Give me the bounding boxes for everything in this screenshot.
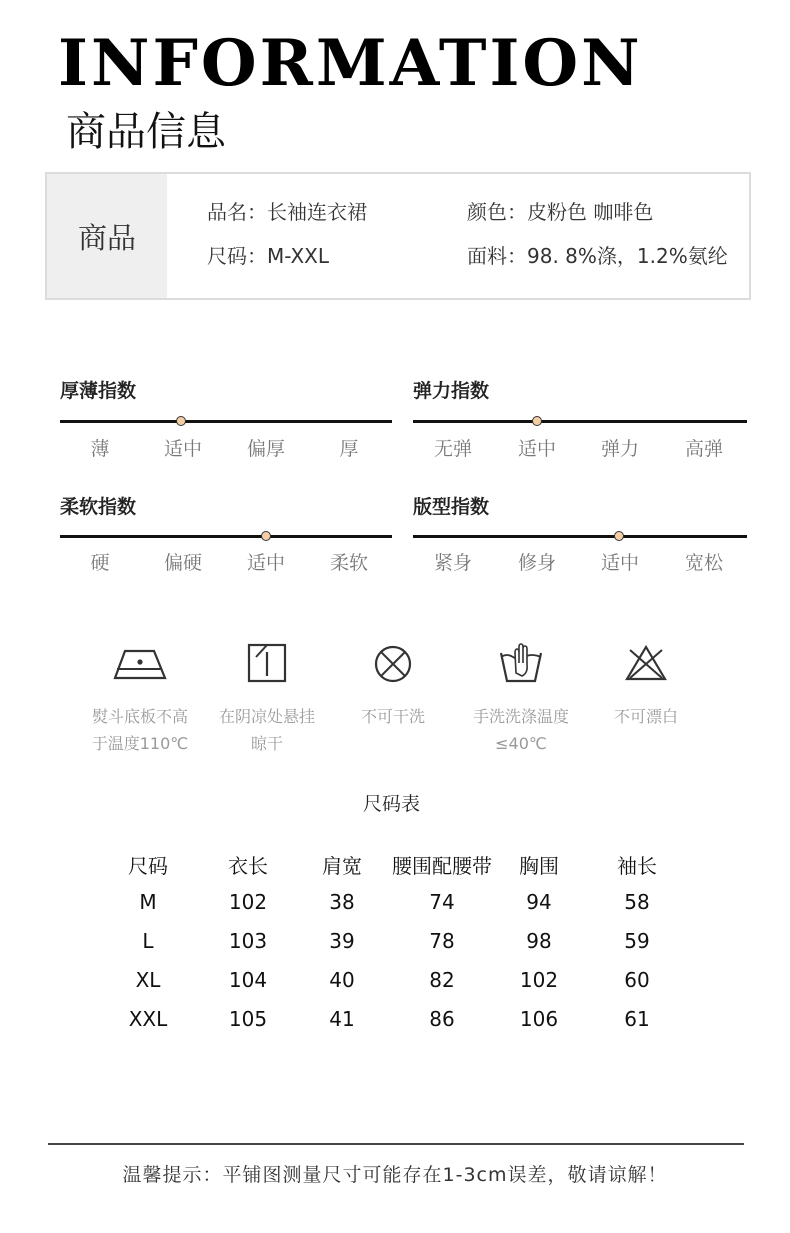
care-label-no-dry-clean: 不可干洗 xyxy=(360,707,425,726)
product-color: 颜色：皮粉色 咖啡色 xyxy=(467,200,654,224)
softness-option: 偏硬 xyxy=(163,552,202,574)
table-cell: 60 xyxy=(624,968,650,992)
care-label-no-bleach: 不可漂白 xyxy=(613,707,678,726)
table-header-cell: 袖长 xyxy=(617,854,657,878)
care-label-hand-wash: 手洗洗涤温度 ≤40℃ xyxy=(472,707,569,753)
table-cell: 61 xyxy=(624,1007,650,1031)
softness-option: 适中 xyxy=(246,552,285,574)
table-cell: 40 xyxy=(329,968,355,992)
thickness-option: 薄 xyxy=(90,438,110,460)
hand-wash-icon xyxy=(498,643,544,685)
table-header-cell: 衣长 xyxy=(228,854,268,878)
table-cell: 41 xyxy=(329,1007,355,1031)
softness-index-marker xyxy=(261,531,271,541)
shade-hang-dry-icon xyxy=(247,643,287,683)
table-cell: 105 xyxy=(228,1007,268,1031)
care-label-iron: 熨斗底板不高 于温度110℃ xyxy=(91,707,189,753)
table-cell: L xyxy=(142,929,154,953)
table-cell: 102 xyxy=(519,968,559,992)
product-label: 商品 xyxy=(47,174,167,298)
no-dry-clean-icon xyxy=(373,644,413,684)
size-table-title: 尺码表 xyxy=(363,793,421,815)
fit-index-marker xyxy=(614,531,624,541)
elasticity-option: 高弹 xyxy=(684,438,723,460)
thickness-index-track xyxy=(60,420,392,423)
table-cell: 106 xyxy=(519,1007,559,1031)
no-bleach-icon xyxy=(624,644,668,682)
table-cell: 86 xyxy=(429,1007,455,1031)
elasticity-option: 弹力 xyxy=(600,438,639,460)
fit-index-track xyxy=(413,535,747,538)
fit-option: 宽松 xyxy=(684,552,723,574)
fit-option: 紧身 xyxy=(433,552,472,574)
page-title: INFORMATION xyxy=(58,26,643,101)
thickness-index-marker xyxy=(176,416,186,426)
fit-option: 适中 xyxy=(600,552,639,574)
table-cell: 74 xyxy=(429,890,455,914)
softness-option: 硬 xyxy=(90,552,110,574)
footer-divider xyxy=(48,1143,744,1145)
care-label-hang-dry: 在阴凉处悬挂 晾干 xyxy=(218,707,315,753)
table-cell: 82 xyxy=(429,968,455,992)
table-cell: 102 xyxy=(228,890,268,914)
table-header-cell: 腰围配腰带 xyxy=(392,854,492,878)
softness-option: 柔软 xyxy=(329,552,368,574)
table-header-cell: 尺码 xyxy=(128,854,168,878)
table-cell: 59 xyxy=(624,929,650,953)
thickness-option: 厚 xyxy=(339,438,359,460)
elasticity-index-title: 弹力指数 xyxy=(413,380,490,402)
fit-option: 修身 xyxy=(517,552,556,574)
table-cell: 78 xyxy=(429,929,455,953)
softness-index-title: 柔软指数 xyxy=(60,496,137,518)
table-cell: 58 xyxy=(624,890,650,914)
elasticity-index-marker xyxy=(532,416,542,426)
table-cell: 103 xyxy=(228,929,268,953)
product-name: 品名：长袖连衣裙 xyxy=(207,200,367,224)
table-header-cell: 胸围 xyxy=(519,854,559,878)
elasticity-option: 无弹 xyxy=(433,438,472,460)
table-cell: 98 xyxy=(526,929,552,953)
table-header-cell: 肩宽 xyxy=(322,854,362,878)
footer-note: 温馨提示：平铺图测量尺寸可能存在1-3cm误差，敬请谅解！ xyxy=(122,1164,668,1186)
table-cell: M xyxy=(139,890,157,914)
table-cell: XL xyxy=(135,968,161,992)
table-cell: XXL xyxy=(128,1007,168,1031)
elasticity-index-track xyxy=(413,420,747,423)
product-material: 面料：98. 8%涤，1.2%氨纶 xyxy=(467,244,728,268)
thickness-option: 偏厚 xyxy=(246,438,285,460)
table-cell: 104 xyxy=(228,968,268,992)
table-cell: 38 xyxy=(329,890,355,914)
product-size: 尺码：M-XXL xyxy=(207,244,330,268)
elasticity-option: 适中 xyxy=(517,438,556,460)
table-cell: 94 xyxy=(526,890,552,914)
fit-index-title: 版型指数 xyxy=(413,496,490,518)
softness-index-track xyxy=(60,535,392,538)
page-subtitle: 商品信息 xyxy=(66,109,226,155)
thickness-index-title: 厚薄指数 xyxy=(60,380,137,402)
product-info-box xyxy=(45,172,751,300)
thickness-option: 适中 xyxy=(163,438,202,460)
iron-icon xyxy=(113,645,167,681)
table-cell: 39 xyxy=(329,929,355,953)
